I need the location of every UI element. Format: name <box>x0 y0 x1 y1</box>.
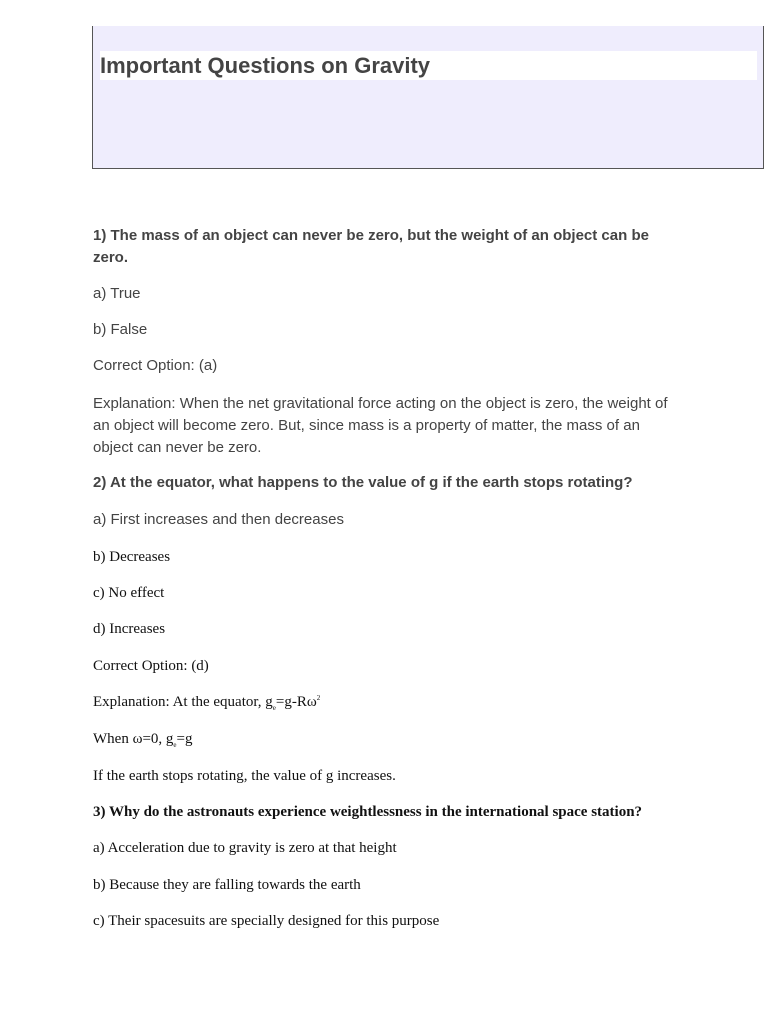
title-banner <box>92 26 764 169</box>
question-1-correct-option: Correct Option: (a) <box>93 357 218 374</box>
when-prefix: When ω=0, g <box>93 731 174 747</box>
question-3-option-c: c) Their spacesuits are specially designed for this purpose <box>93 913 440 929</box>
question-2-option-a: a) First increases and then decreases <box>93 511 344 528</box>
question-3-text: 3) Why do the astronauts experience weightlessness in the international space station? <box>93 804 643 820</box>
question-2-text: 2) At the equator, what happens to the value of g if the earth stops rotating? <box>93 474 633 491</box>
when-suffix: =g <box>176 731 193 747</box>
question-2-when-line <box>93 728 678 750</box>
question-1-text: 1) The mass of an object can never be zero, but the weight of an object can be zero. <box>93 227 649 266</box>
question-2-conclusion: If the earth stops rotating, the value of g increases. <box>93 768 396 784</box>
question-2-correct-option: Correct Option: (d) <box>93 658 209 674</box>
question-3-option-a: a) Acceleration due to gravity is zero at that height <box>93 840 397 856</box>
question-2-explanation <box>93 691 678 713</box>
page-title: Important Questions on Gravity <box>100 53 431 78</box>
question-1-option-b: b) False <box>93 321 148 338</box>
question-1-explanation: Explanation: When the net gravitational force acting on the object is zero, the weight of an object will become zero. But, since mass is a property of matter, the mass of an object can never be zero. <box>93 395 668 456</box>
question-2-option-b: b) Decreases <box>93 549 171 565</box>
when-subscript: e <box>173 741 177 749</box>
explanation-formula: =g-Rω <box>275 694 317 710</box>
question-2-option-c: c) No effect <box>93 585 165 601</box>
question-2-option-d: d) Increases <box>93 621 166 637</box>
title-strip <box>100 51 757 80</box>
question-1-option-a: a) True <box>93 285 141 302</box>
explanation-subscript: e <box>272 704 276 712</box>
question-3-option-b: b) Because they are falling towards the earth <box>93 877 361 893</box>
explanation-prefix: Explanation: At the equator, g <box>93 694 273 710</box>
explanation-superscript: 2 <box>316 694 321 702</box>
